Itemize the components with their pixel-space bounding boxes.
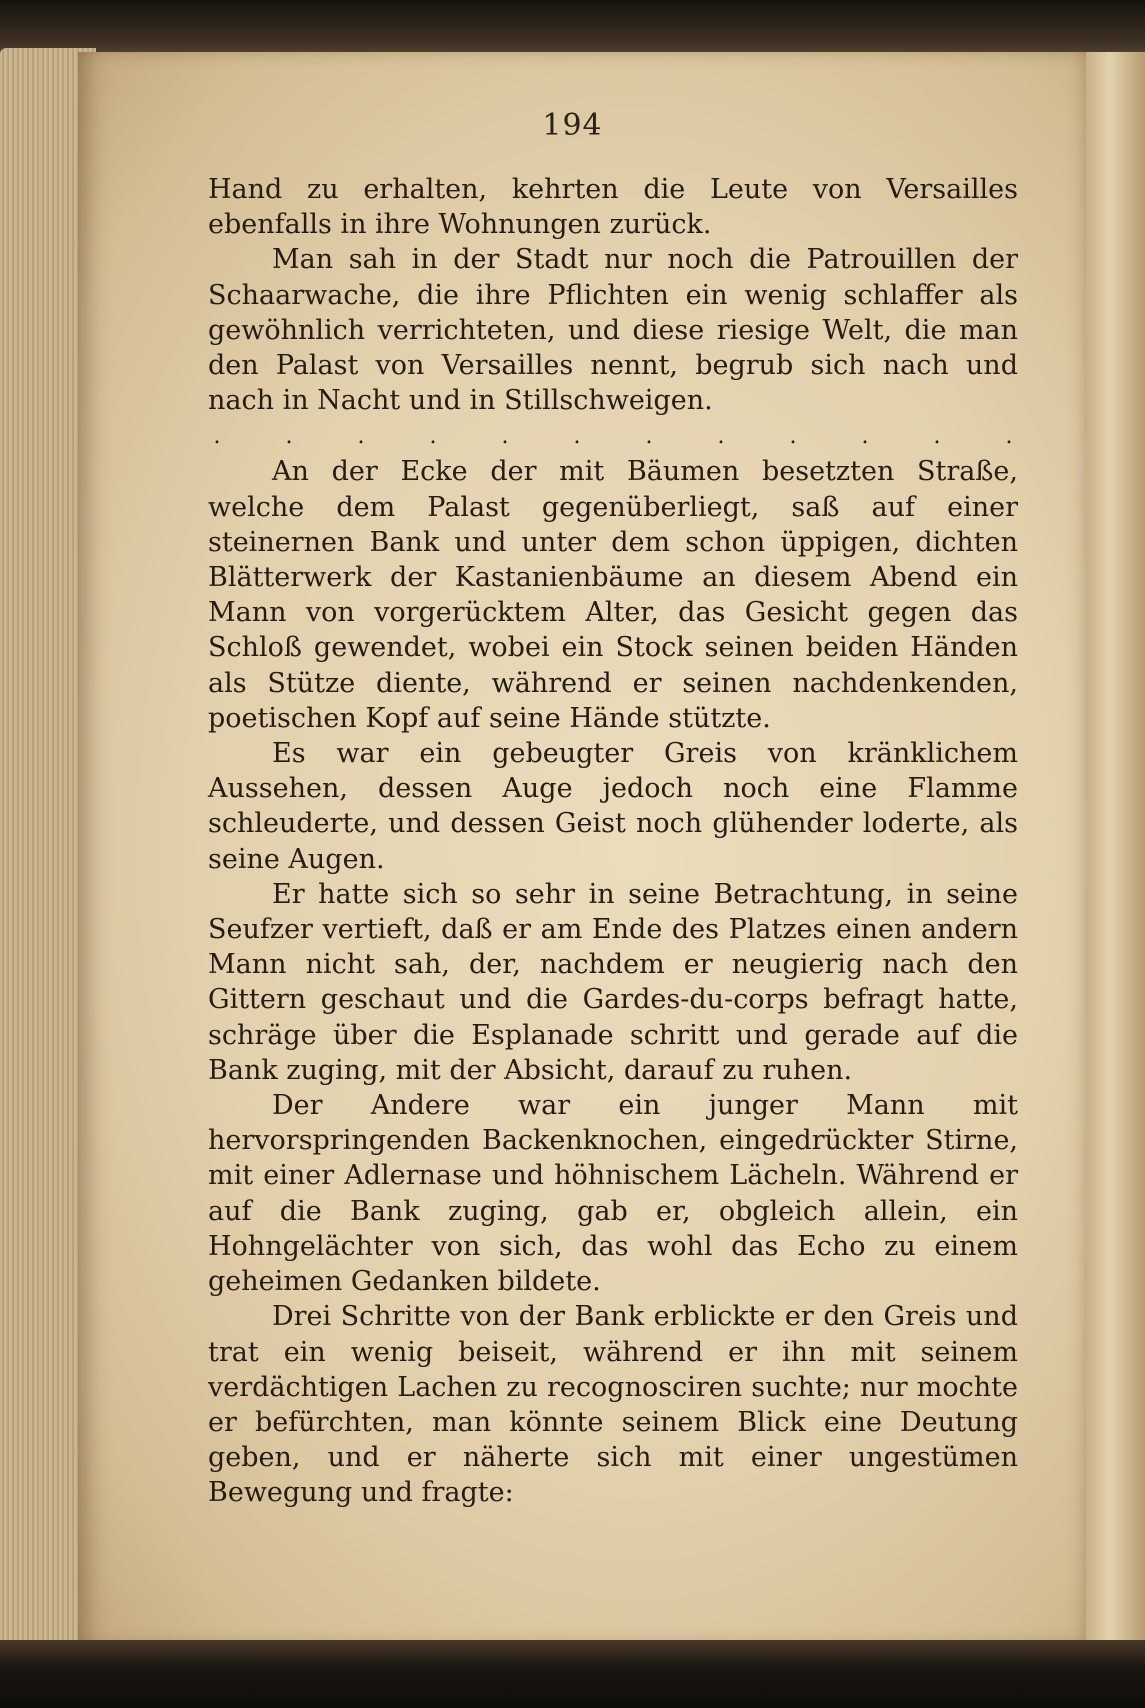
paragraph: Es war ein gebeugter Greis von kränklichem Aussehen, dessen Auge jedoch noch eine Flamme schleuderte, und dessen Geist noch glühender loderte, als seine Augen. xyxy=(208,738,1018,875)
break-dot: . xyxy=(429,424,437,450)
break-dot: . xyxy=(861,424,869,450)
break-dot: . xyxy=(789,424,797,450)
break-dot: . xyxy=(285,424,293,450)
break-dot: . xyxy=(933,424,941,450)
paragraph: Der Andere war ein junger Mann mit hervorspringenden Backenknochen, eingedrückter Stirne, mit einer Adlernase und höhnischem Lächeln. Während er auf die Bank zuging, gab er, obgleich allein, ein Hohngelächter von sich, das wohl das Echo zu einem geheimen Gedanken bildete. xyxy=(208,1090,1018,1298)
page-number: 194 xyxy=(542,108,603,143)
break-dot: . xyxy=(573,424,581,450)
paragraph: Drei Schritte von der Bank erblickte er den Greis und trat ein wenig beiseit, während er ihn mit seinem verdächtigen Lachen zu recognosciren suchte; nur mochte er befürchten, man könnte seinem Blick eine Deutung geben, und er näherte sich mit einer ungestümen Bewegung und fragte: xyxy=(208,1301,1018,1509)
break-dot: . xyxy=(1005,424,1013,450)
section-break-dots xyxy=(208,422,1018,452)
paragraph: Er hatte sich so sehr in seine Betrachtung, in seine Seufzer vertieft, daß er am Ende des Platzes einen andern Mann nicht sah, der, nachdem er neugierig nach den Gittern geschaut und die Gardes-du-corps befragt hatte, schräge über die Esplanade schritt und gerade auf die Bank zuging, mit der Absicht, darauf zu ruhen. xyxy=(208,878,1018,1086)
break-dot: . xyxy=(501,424,509,450)
page-text xyxy=(208,172,1018,1511)
break-dot: . xyxy=(645,424,653,450)
break-dot: . xyxy=(213,424,221,450)
book-cover-top xyxy=(0,0,1145,58)
book-cover-bottom xyxy=(0,1640,1145,1708)
break-dot: . xyxy=(717,424,725,450)
paragraph: Hand zu erhalten, kehrten die Leute von Versailles ebenfalls in ihre Wohnungen zurück. xyxy=(208,174,1018,241)
break-dot: . xyxy=(357,424,365,450)
paragraph: An der Ecke der mit Bäumen besetzten Straße, welche dem Palast gegenüberliegt, saß auf einer steinernen Bank und unter dem schon üppigen, dichten Blätterwerk der Kastanienbäume an diesem Abend ein Mann von vorgerücktem Alter, das Gesicht gegen das Schloß gewendet, wobei ein Stock seinen beiden Händen als Stütze diente, während er seinen nachdenkenden, poetischen Kopf auf seine Hände stützte. xyxy=(208,456,1018,734)
page-gutter-right xyxy=(1086,52,1145,1644)
paragraph: Man sah in der Stadt nur noch die Patrouillen der Schaarwache, die ihre Pflichten ein wenig schlaffer als gewöhnlich verrichteten, und diese riesige Welt, die man den Palast von Versailles nennt, begrub sich nach und nach in Nacht und in Stillschweigen. xyxy=(208,244,1018,417)
